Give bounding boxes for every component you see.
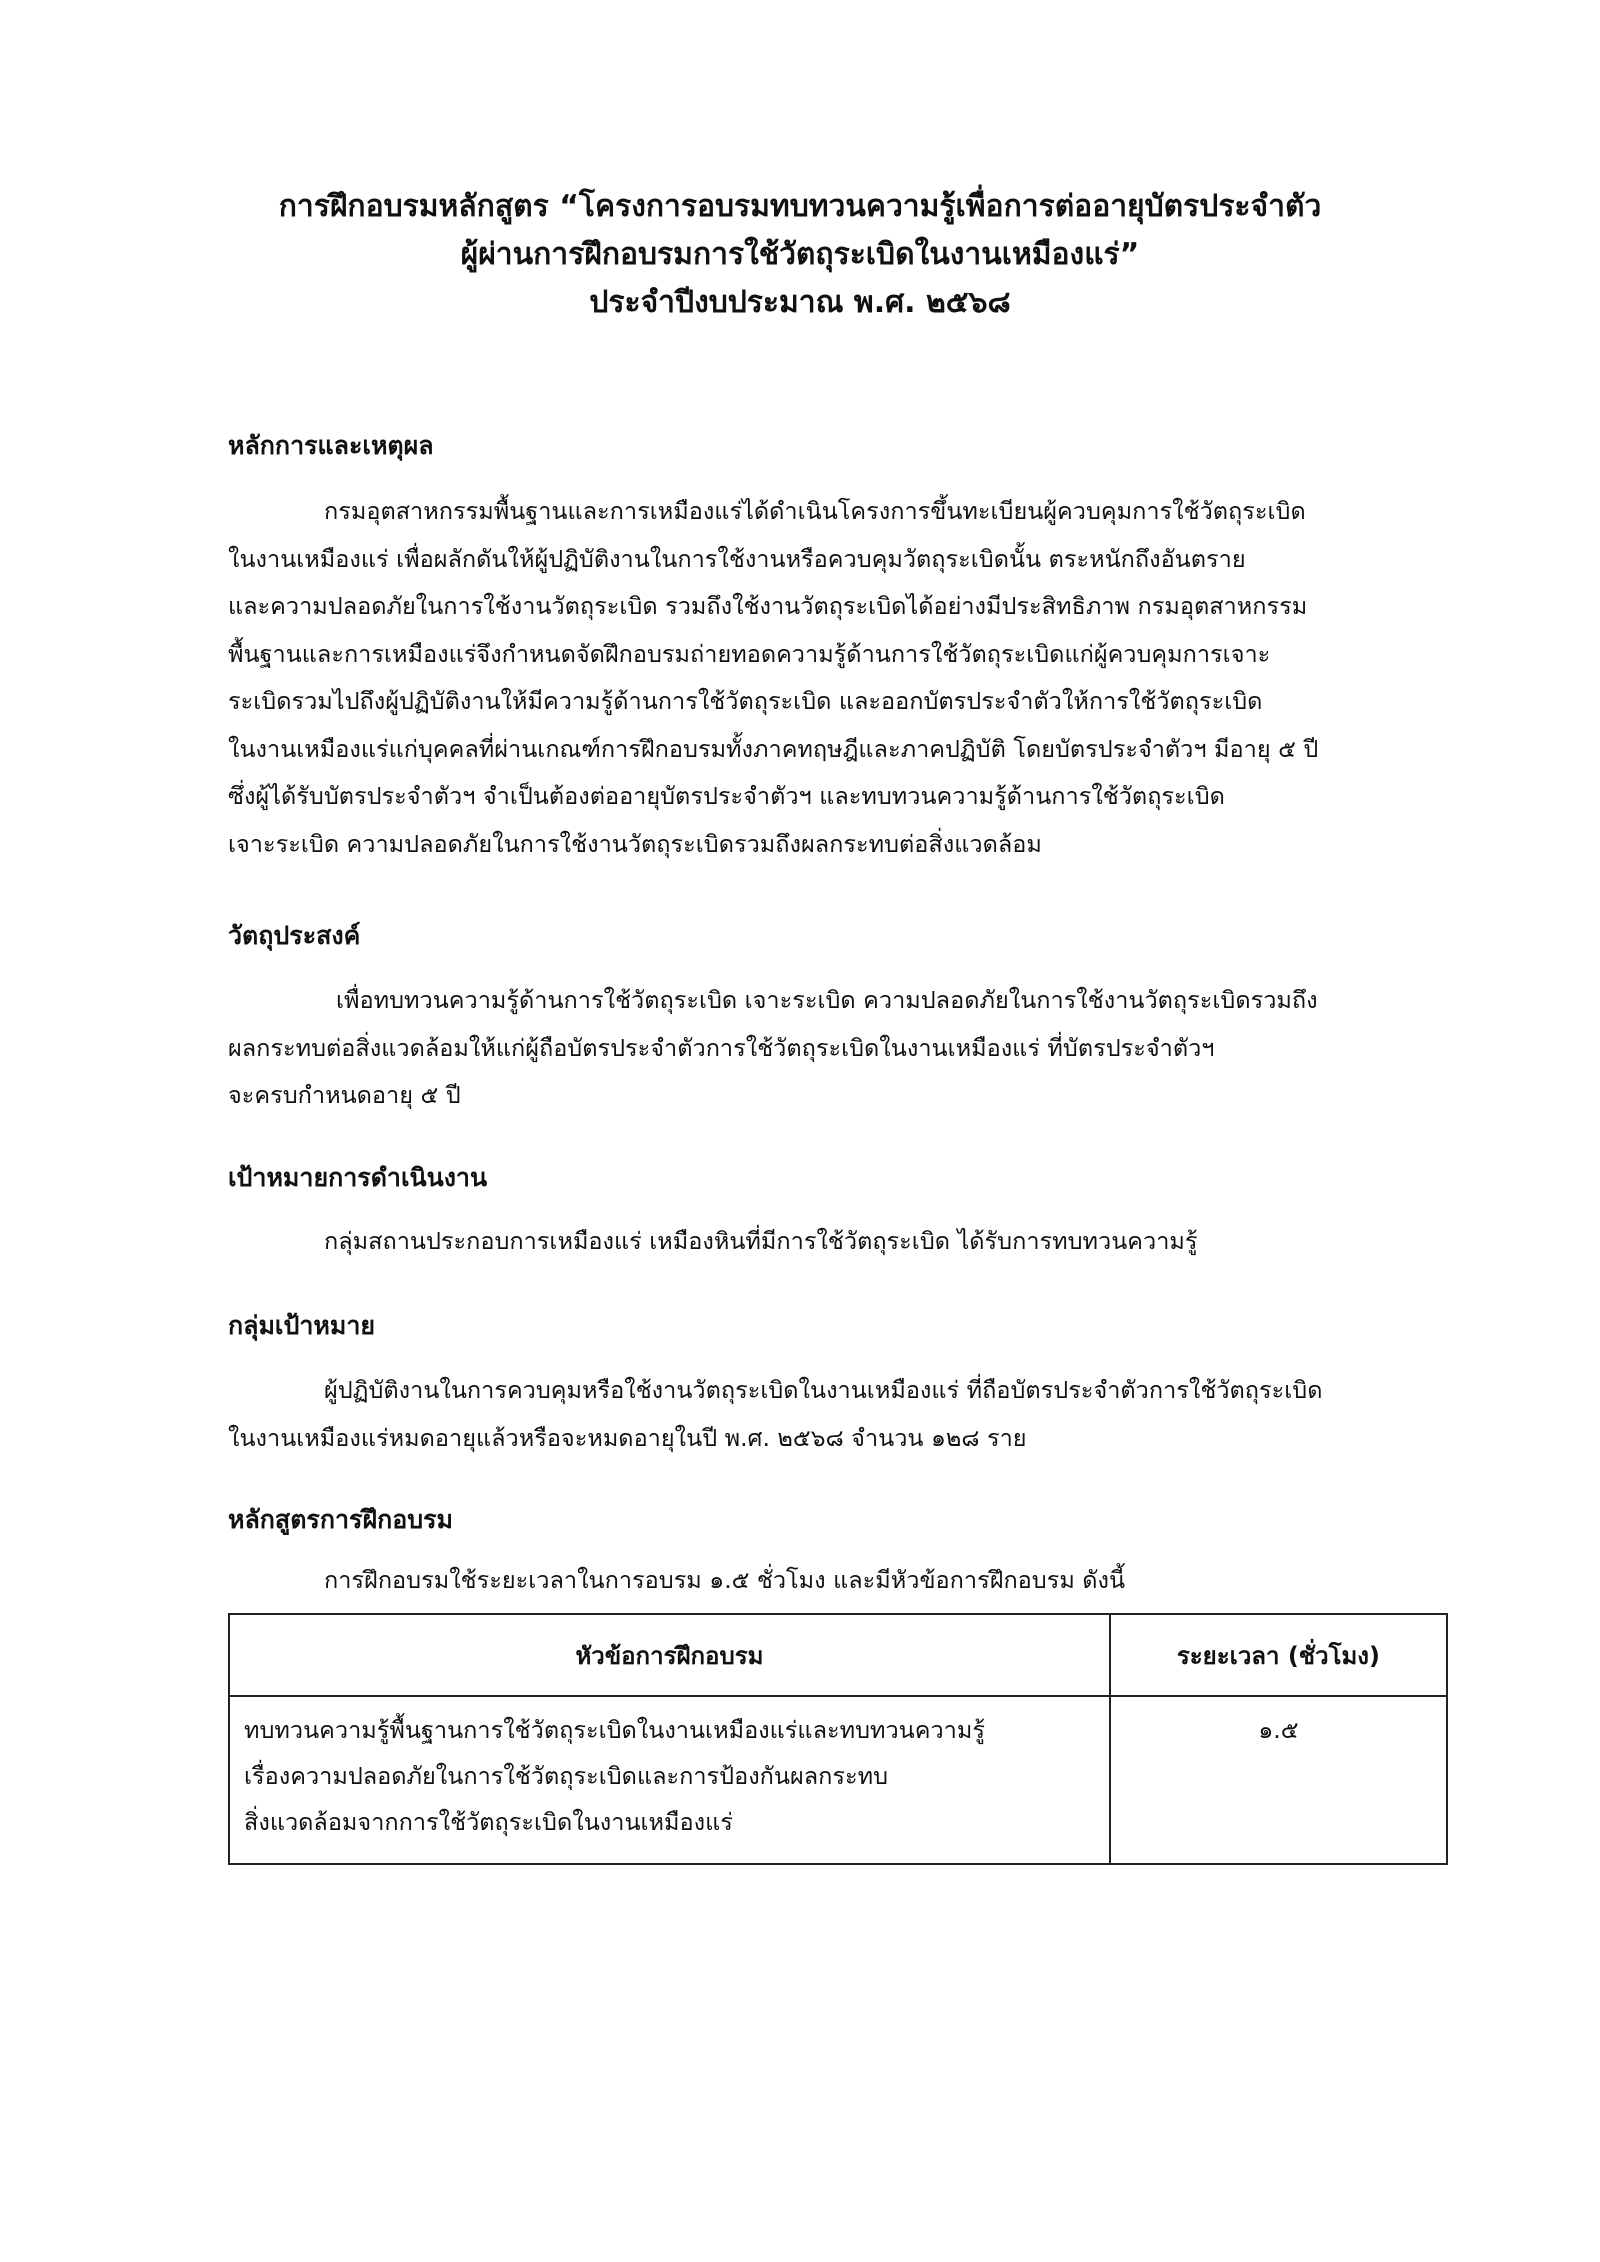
paragraph-line: เจาะระเบิด ความปลอดภัยในการใช้งานวัตถุระเบิดรวมถึงผลกระทบต่อสิ่งแวดล้อม bbox=[228, 829, 1042, 858]
rationale-paragraph bbox=[228, 488, 1446, 868]
course-heading: หลักสูตรการฝึกอบรม bbox=[228, 1505, 454, 1534]
topic-line: เรื่องความปลอดภัยในการใช้วัตถุระเบิดและการป้องกันผลกระทบ bbox=[244, 1762, 889, 1790]
paragraph-line: พื้นฐานและการเหมืองแร่จึงกำหนดจัดฝึกอบรมถ่ายทอดความรู้ด้านการใช้วัตถุระเบิดแก่ผู้ควบคุมการเจาะ bbox=[228, 639, 1271, 668]
paragraph-line: ซึ่งผู้ได้รับบัตรประจำตัวฯ จำเป็นต้องต่ออายุบัตรประจำตัวฯ และทบทวนความรู้ด้านการใช้วัตถุระเบิด bbox=[228, 782, 1225, 810]
goal-heading: เป้าหมายการดำเนินงาน bbox=[228, 1163, 488, 1192]
paragraph-line: ผลกระทบต่อสิ่งแวดล้อมให้แก่ผู้ถือบัตรประจำตัวการใช้วัตถุระเบิดในงานเหมืองแร่ ที่บัตรประจำตัวฯ bbox=[228, 1033, 1215, 1062]
document-title bbox=[160, 183, 1440, 327]
paragraph-line: กรมอุตสาหกรรมพื้นฐานและการเหมืองแร่ได้ดำเนินโครงการขึ้นทะเบียนผู้ควบคุมการใช้วัตถุระเบิด bbox=[324, 497, 1306, 525]
paragraph-line: การฝึกอบรมใช้ระยะเวลาในการอบรม ๑.๕ ชั่วโมง และมีหัวข้อการฝึกอบรม ดังนี้ bbox=[324, 1566, 1126, 1594]
paragraph-line: ระเบิดรวมไปถึงผู้ปฏิบัติงานให้มีความรู้ด้านการใช้วัตถุระเบิด และออกบัตรประจำตัวให้การใช้วัตถุระเบิด bbox=[228, 687, 1263, 715]
paragraph-line: ผู้ปฏิบัติงานในการควบคุมหรือใช้งานวัตถุระเบิดในงานเหมืองแร่ ที่ถือบัตรประจำตัวการใช้วัตถุระเบิด bbox=[324, 1376, 1323, 1404]
table-header-row bbox=[229, 1614, 1447, 1696]
topic-line: สิ่งแวดล้อมจากการใช้วัตถุระเบิดในงานเหมืองแร่ bbox=[244, 1808, 733, 1836]
course-table bbox=[228, 1613, 1448, 1865]
paragraph-line: เพื่อทบทวนความรู้ด้านการใช้วัตถุระเบิด เจาะระเบิด ความปลอดภัยในการใช้งานวัตถุระเบิดรวมถึง bbox=[336, 986, 1318, 1014]
objective-heading: วัตถุประสงค์ bbox=[228, 921, 361, 950]
target-group-heading: กลุ่มเป้าหมาย bbox=[228, 1311, 376, 1340]
paragraph-line: ในงานเหมืองแร่ เพื่อผลักดันให้ผู้ปฏิบัติงานในการใช้งานหรือควบคุมวัตถุระเบิดนั้น ตระหนักถึงอันตราย bbox=[228, 544, 1246, 573]
topic-cell bbox=[229, 1696, 1110, 1864]
column-header-hours: ระยะเวลา (ชั่วโมง) bbox=[1110, 1614, 1447, 1696]
paragraph-line: กลุ่มสถานประกอบการเหมืองแร่ เหมืองหินที่มีการใช้วัตถุระเบิด ได้รับการทบทวนความรู้ bbox=[324, 1227, 1198, 1255]
title-line: ประจำปีงบประมาณ พ.ศ. ๒๕๖๘ bbox=[589, 285, 1011, 320]
paragraph-line: ในงานเหมืองแร่หมดอายุแล้วหรือจะหมดอายุในปี พ.ศ. ๒๕๖๘ จำนวน ๑๒๘ ราย bbox=[228, 1423, 1027, 1452]
paragraph-line: จะครบกำหนดอายุ ๕ ปี bbox=[228, 1081, 461, 1109]
goal-paragraph bbox=[228, 1218, 1446, 1266]
column-header-topic: หัวข้อการฝึกอบรม bbox=[229, 1614, 1110, 1696]
rationale-heading: หลักการและเหตุผล bbox=[228, 431, 434, 460]
paragraph-line: และความปลอดภัยในการใช้งานวัตถุระเบิด รวมถึงใช้งานวัตถุระเบิดได้อย่างมีประสิทธิภาพ กรมอุตสาหกรรม bbox=[228, 592, 1308, 620]
target-group-paragraph bbox=[228, 1367, 1446, 1462]
objective-paragraph bbox=[228, 977, 1446, 1120]
title-line: การฝึกอบรมหลักสูตร “โครงการอบรมทบทวนความรู้เพื่อการต่ออายุบัตรประจำตัว bbox=[278, 189, 1322, 224]
table-row bbox=[229, 1696, 1447, 1864]
paragraph-line: ในงานเหมืองแร่แก่บุคคลที่ผ่านเกณฑ์การฝึกอบรมทั้งภาคทฤษฎีและภาคปฏิบัติ โดยบัตรประจำตัวฯ มีอายุ ๕ ปี bbox=[228, 734, 1319, 763]
course-intro bbox=[228, 1557, 1446, 1605]
hours-cell: ๑.๕ bbox=[1110, 1696, 1447, 1864]
title-line: ผู้ผ่านการฝึกอบรมการใช้วัตถุระเบิดในงานเหมืองแร่” bbox=[460, 237, 1140, 272]
topic-line: ทบทวนความรู้พื้นฐานการใช้วัตถุระเบิดในงานเหมืองแร่และทบทวนความรู้ bbox=[244, 1716, 985, 1744]
